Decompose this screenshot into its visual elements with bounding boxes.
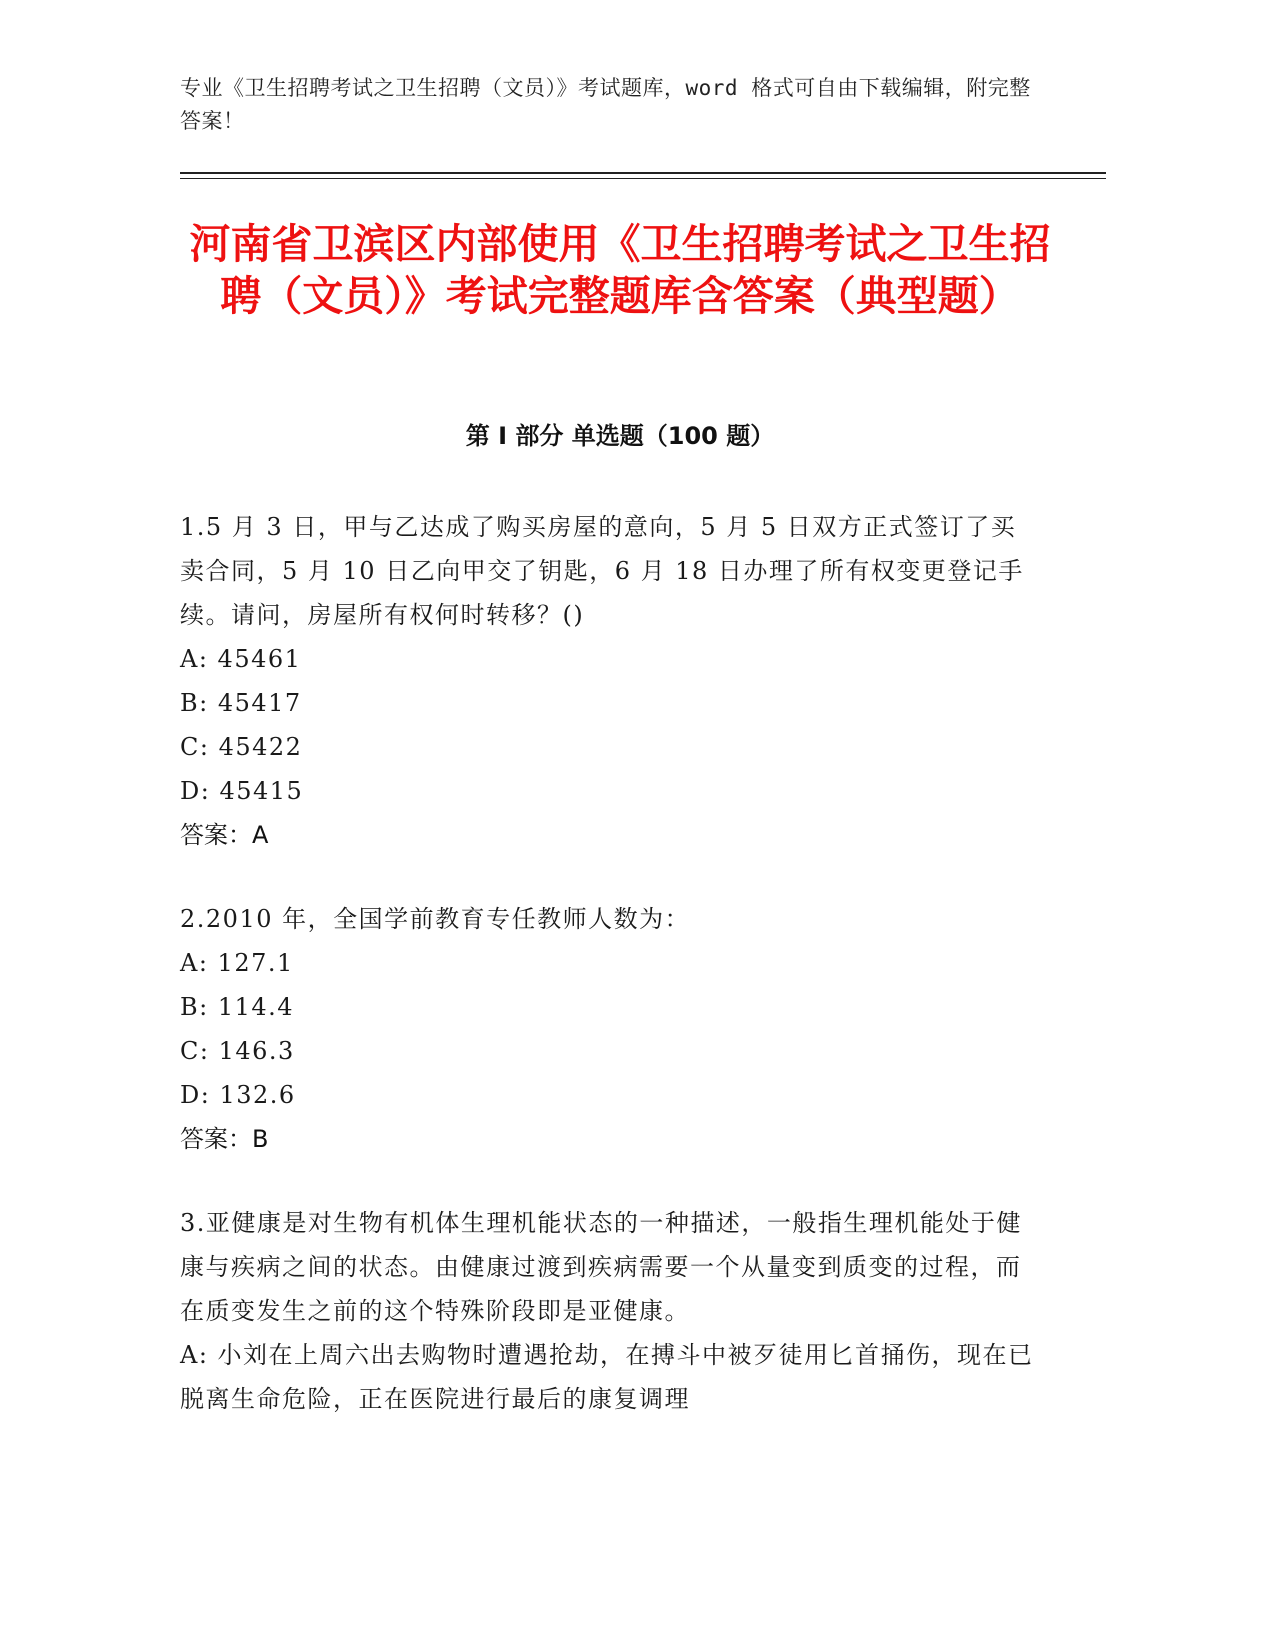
option-c: C: 45422: [180, 733, 303, 761]
answer-line: 答案：A: [180, 821, 269, 849]
question-1: [180, 505, 1040, 857]
question-stem: 1.5 月 3 日，甲与乙达成了购买房屋的意向，5 月 5 日双方正式签订了买卖合同，5 月 10 日乙向甲交了钥匙，6 月 18 日办理了所有权变更登记手续。请问，房屋所有权何时转移？(): [180, 513, 1024, 629]
question-stem: 2.2010 年，全国学前教育专任教师人数为：: [180, 905, 691, 933]
question-3: [180, 1201, 1040, 1421]
option-a: A: 127.1: [180, 949, 294, 977]
option-a: A: 小刘在上周六出去购物时遭遇抢劫，在搏斗中被歹徒用匕首捅伤，现在已脱离生命危险，正在医院进行最后的康复调理: [180, 1341, 1034, 1413]
answer-line: 答案：B: [180, 1125, 269, 1153]
option-c: C: 146.3: [180, 1037, 295, 1065]
option-a: A: 45461: [180, 645, 302, 673]
option-d: D: 45415: [180, 777, 304, 805]
header-divider-thick: [180, 172, 1106, 174]
section-heading: 第 I 部分 单选题（100 题）: [465, 422, 775, 450]
question-list: [180, 505, 1040, 1461]
question-2: [180, 897, 1040, 1161]
header-divider-thin: [180, 178, 1106, 179]
option-d: D: 132.6: [180, 1081, 296, 1109]
header-note: 专业《卫生招聘考试之卫生招聘（文员）》考试题库，word 格式可自由下载编辑，附完整答案！: [180, 76, 1031, 133]
option-b: B: 114.4: [180, 993, 295, 1021]
question-stem: 3.亚健康是对生物有机体生理机能状态的一种描述，一般指生理机能处于健康与疾病之间的状态。由健康过渡到疾病需要一个从量变到质变的过程，而在质变发生之前的这个特殊阶段即是亚健康。: [180, 1209, 1022, 1325]
document-title: 河南省卫滨区内部使用《卫生招聘考试之卫生招聘（文员）》考试完整题库含答案（典型题）: [189, 220, 1051, 320]
option-b: B: 45417: [180, 689, 302, 717]
